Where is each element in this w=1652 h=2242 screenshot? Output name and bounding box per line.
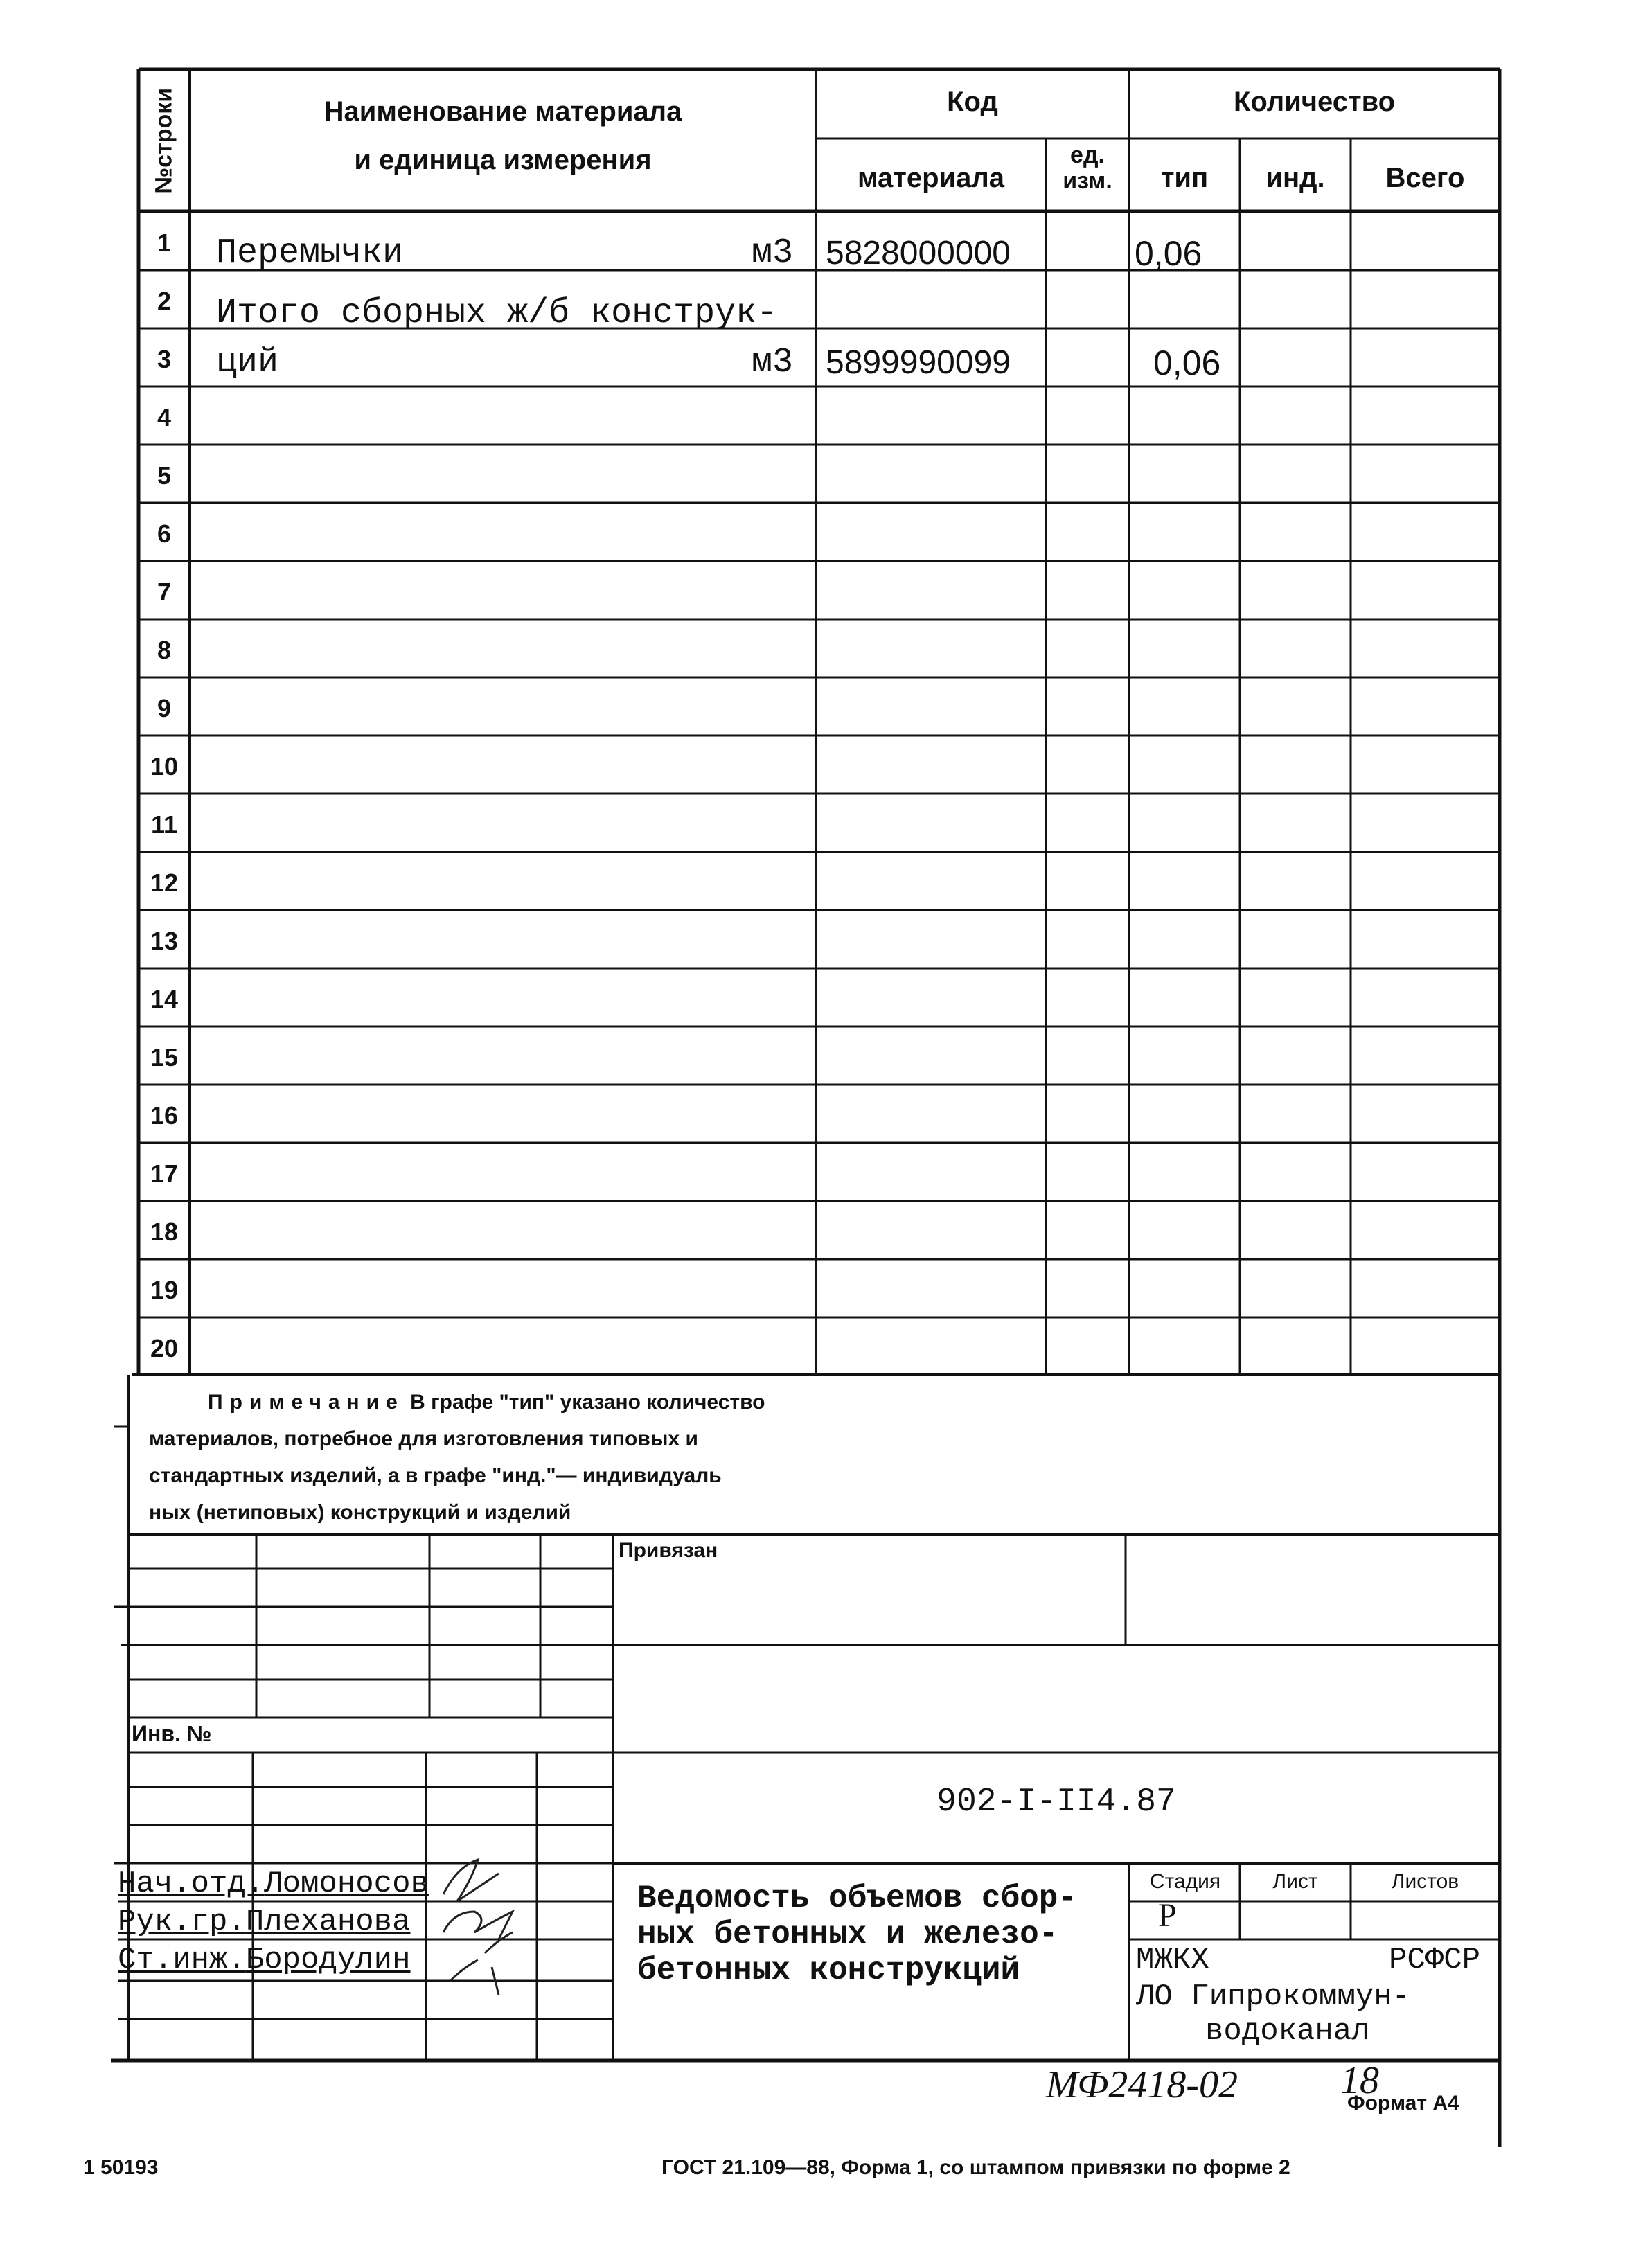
org-name-line1: ЛО Гипрокоммун-	[1136, 1979, 1411, 2014]
name-header-line1: Наименование материала	[323, 96, 682, 127]
row-number: 4	[157, 403, 172, 432]
name-header-line2: и единица измерения	[354, 145, 652, 175]
row-number: 1	[157, 229, 172, 257]
row-number: 12	[150, 869, 179, 897]
row-number-header: №строки	[150, 87, 177, 194]
row-number: 18	[150, 1218, 179, 1246]
row-1-type: 0,06	[1135, 234, 1202, 273]
row-3-unit: м3	[752, 343, 794, 382]
row-number: 11	[150, 810, 178, 839]
row-number: 16	[150, 1101, 179, 1130]
note-line-4: ных (нетиповых) конструкций и изделий	[149, 1501, 571, 1524]
row-1-unit: м3	[752, 233, 794, 273]
row-number: 13	[150, 927, 179, 955]
row-number: 2	[157, 287, 172, 315]
gost-reference: ГОСТ 21.109—88, Форма 1, со штампом привязки по форме 2	[661, 2156, 1290, 2179]
archive-number: 1 50193	[83, 2156, 159, 2179]
row-3-code: 5899990099	[826, 344, 1011, 381]
code-header: Код	[947, 87, 998, 117]
row-number: 8	[157, 636, 172, 664]
sheets-label: Листов	[1391, 1870, 1459, 1893]
document-title: Ведомость объемов сбор- ных бетонных и железо- бетонных конструкций	[637, 1880, 1077, 1989]
row-number: 3	[157, 345, 172, 373]
row-number: 6	[157, 519, 172, 548]
signature-row: Ст.инж.Бородулин	[118, 1943, 411, 1977]
note-line-2: материалов, потребное для изготовления типовых и	[149, 1427, 698, 1450]
org-republic: РСФСР	[1389, 1943, 1481, 1977]
privyazan-label: Привязан	[619, 1539, 718, 1562]
row-1-name: Перемычки	[216, 233, 404, 273]
row-number: 10	[150, 752, 179, 781]
sheet-label: Лист	[1272, 1870, 1318, 1893]
document-code: 902-I-II4.87	[936, 1783, 1176, 1821]
quantity-header: Количество	[1233, 87, 1396, 117]
total-header: Всего	[1385, 163, 1465, 193]
signature-row: Нач.отд.Ломоносов	[118, 1867, 429, 1901]
note-line-1: Примечание В графе "тип" указано количество	[208, 1391, 765, 1414]
row-3-name: ций	[216, 343, 279, 382]
stage-label: Стадия	[1149, 1870, 1221, 1893]
signature-marks	[443, 1860, 513, 1995]
signature-row: Рук.гр.Плеханова	[118, 1905, 411, 1939]
row-number: 15	[150, 1043, 179, 1071]
note-line-3: стандартных изделий, а в графе "инд."— индивидуаль	[149, 1464, 722, 1487]
org-name-line2: водоканал	[1205, 2014, 1370, 2049]
inv-no-label: Инв. №	[132, 1721, 212, 1746]
row-number: 9	[157, 694, 172, 722]
handwritten-page: 18	[1340, 2059, 1379, 2102]
material-code-header: материала	[857, 163, 1005, 193]
row-number: 7	[157, 578, 172, 606]
row-number: 14	[150, 985, 179, 1013]
type-header: тип	[1160, 163, 1209, 193]
row-number: 5	[157, 461, 172, 490]
org-ministry: МЖКХ	[1136, 1943, 1209, 1977]
unit-header: ед. изм.	[1063, 142, 1112, 195]
stage-value: Р	[1158, 1897, 1177, 1934]
format-label: Формат А4	[1347, 2092, 1459, 2115]
handwritten-code: МФ2418-02	[1046, 2063, 1238, 2106]
ind-header: инд.	[1265, 163, 1325, 193]
row-number: 19	[150, 1276, 179, 1304]
row-number: 17	[150, 1159, 179, 1188]
row-3-type: 0,06	[1153, 344, 1221, 382]
row-number: 20	[150, 1334, 179, 1362]
row-2-name: Итого сборных ж/б конструк-	[216, 294, 778, 333]
row-1-code: 5828000000	[826, 235, 1011, 272]
